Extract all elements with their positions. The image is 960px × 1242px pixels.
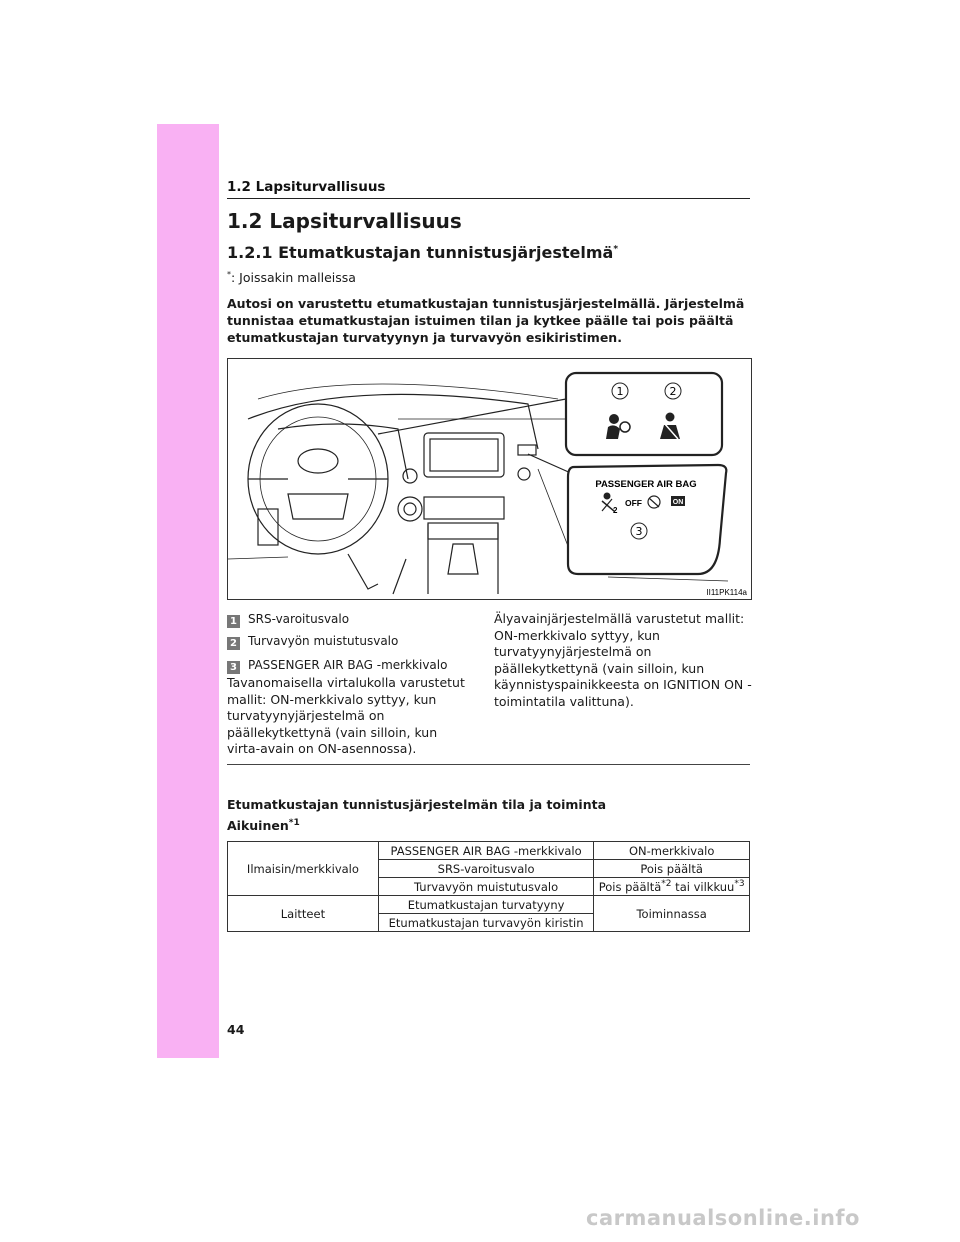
svg-text:2: 2	[613, 506, 618, 515]
running-header: 1.2 Lapsiturvallisuus	[227, 179, 386, 195]
warning-lights-inset	[566, 373, 722, 455]
table-cell: Toiminnassa	[594, 896, 750, 932]
legend-item-2	[227, 633, 398, 650]
table-group-devices: Laitteet	[228, 896, 379, 932]
table-cell: PASSENGER AIR BAG -merkkivalo	[378, 842, 593, 860]
panel-label: PASSENGER AIR BAG	[595, 479, 697, 490]
status-table	[227, 841, 750, 932]
callout-3-label: 3	[635, 525, 643, 538]
cell-mark-1: *2	[661, 879, 672, 890]
watermark: carmanualsonline.info	[586, 1206, 860, 1230]
subsection-title-text: 1.2.1 Etumatkustajan tunnistusjärjestelmä	[227, 243, 614, 262]
cell-text-b: tai vilkkuu	[671, 879, 735, 894]
legend-number-3: 3	[227, 661, 240, 674]
cell-mark-2: *3	[734, 879, 745, 890]
cell-text-a: Pois päältä	[598, 879, 662, 894]
standard-key-paragraph: Tavanomaisella virtalukolla varustetut mallit: ON-merkkivalo syttyy, kun turvatyynyjärjestelmä on päällekytkettynä (vain silloin, kun virta-avain on ON-asennossa).	[227, 675, 465, 756]
subsection-title	[227, 243, 618, 262]
dashboard-illustration	[227, 358, 752, 600]
legend-label-1: SRS-varoitusvalo	[248, 612, 350, 626]
table-row	[228, 896, 750, 914]
legend-label-2: Turvavyön muistutusvalo	[248, 634, 399, 648]
legend-item-3	[227, 657, 447, 674]
callout-2-label: 2	[669, 385, 677, 398]
table-row	[228, 842, 750, 860]
legend-number-1: 1	[227, 615, 240, 628]
legend-label-3: PASSENGER AIR BAG -merkkivalo	[248, 658, 448, 672]
chapter-sidebar-tab	[157, 124, 219, 1058]
footnote-text: : Joissakin malleissa	[231, 270, 356, 286]
dashboard-drawing	[228, 359, 751, 599]
section-title: 1.2 Lapsiturvallisuus	[227, 209, 462, 233]
adult-heading	[227, 818, 300, 833]
table-cell: Pois päältä	[594, 860, 750, 878]
off-label: OFF	[625, 498, 642, 508]
callout-1-label: 1	[616, 385, 624, 398]
subsection-footnote-mark: *	[613, 244, 619, 255]
status-heading: Etumatkustajan tunnistusjärjestelmän tila ja toiminta	[227, 797, 606, 812]
table-cell: Etumatkustajan turvatyyny	[378, 896, 593, 914]
footnote	[227, 270, 356, 285]
table-group-indicators: Ilmaisin/merkkivalo	[228, 842, 379, 896]
figure-code: II11PK114a	[706, 588, 747, 597]
table-cell: ON-merkkivalo	[594, 842, 750, 860]
footnote-mark: *	[227, 270, 231, 279]
table-cell: Etumatkustajan turvavyön kiristin	[378, 914, 593, 932]
table-cell-seatbelt-state	[594, 878, 750, 896]
smart-key-paragraph: Älyavainjärjestelmällä varustetut mallit: ON-merkkivalo syttyy, kun turvatyynyjärjestelmä on päällekytkettynä (vain silloin, kun käynnistyspainikkeesta on IGNITION ON -toimintatila valittuna).	[494, 611, 752, 709]
intro-paragraph: Autosi on varustettu etumatkustajan tunnistusjärjestelmällä. Järjestelmä tunnistaa etumatkustajan istuimen tilan ja kytkee päälle tai pois päältä etumatkustajan turvatyynyn ja turvavyön esikiristimen.	[227, 296, 745, 345]
legend-number-2: 2	[227, 637, 240, 650]
adult-heading-text: Aikuinen	[227, 818, 289, 834]
page-number: 44	[227, 1022, 245, 1037]
section-divider	[227, 764, 750, 765]
legend-item-1	[227, 611, 349, 628]
table-cell: SRS-varoitusvalo	[378, 860, 593, 878]
header-rule	[227, 198, 750, 199]
table-cell: Turvavyön muistutusvalo	[378, 878, 593, 896]
adult-heading-mark: *1	[288, 818, 300, 828]
on-label: ON	[672, 499, 684, 506]
